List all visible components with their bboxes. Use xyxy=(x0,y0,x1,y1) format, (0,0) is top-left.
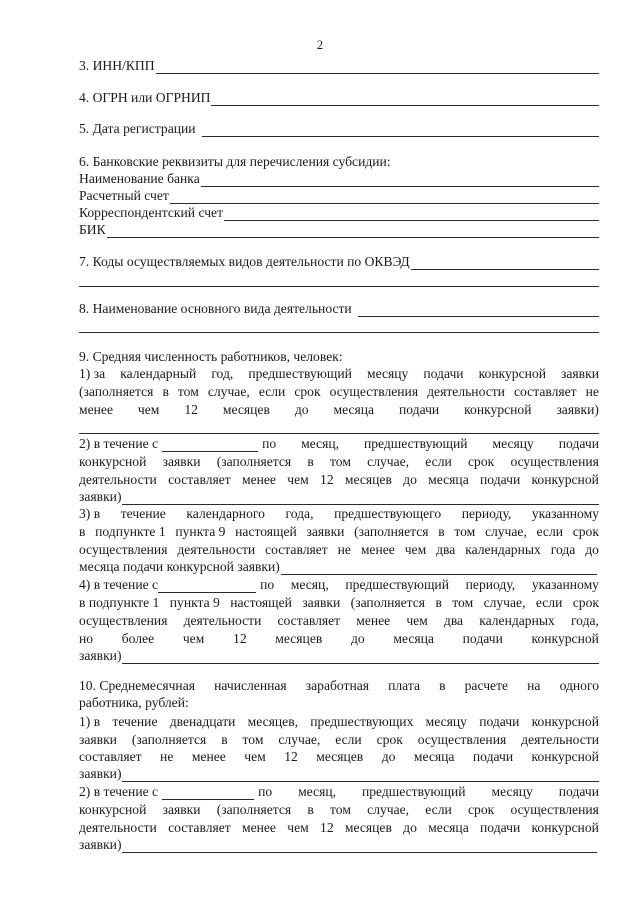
word: том xyxy=(177,384,199,399)
s9-p4-date-blank[interactable] xyxy=(158,578,256,593)
word: не xyxy=(337,542,351,557)
word: в xyxy=(79,524,86,539)
word: 12 xyxy=(184,402,198,417)
s9-p2-line1 xyxy=(79,434,599,452)
word: составляет xyxy=(277,613,341,628)
word: месяц, xyxy=(301,436,340,451)
s9-p3-line2 xyxy=(79,522,599,540)
word: месяцев, xyxy=(247,714,299,729)
word: осуществления xyxy=(417,732,507,747)
word: по xyxy=(258,784,273,799)
s9-p3-line3 xyxy=(79,540,599,558)
word: деятельности xyxy=(521,732,599,747)
word: года, xyxy=(570,613,599,628)
word: случае, xyxy=(207,384,250,399)
s9-p4-line2 xyxy=(79,593,599,611)
word: конкурсной xyxy=(531,631,599,646)
s10-p2-line3 xyxy=(79,818,599,836)
account-field[interactable] xyxy=(79,186,599,204)
word: случае, xyxy=(278,732,321,747)
word: указанному xyxy=(531,577,599,592)
word: если xyxy=(425,802,452,817)
word: чем xyxy=(287,820,309,835)
word: менее xyxy=(191,749,226,764)
word: в xyxy=(307,802,314,817)
reg-date-field[interactable] xyxy=(79,119,599,137)
s9-p4-input-line[interactable] xyxy=(122,649,599,664)
word: календарного xyxy=(186,506,265,521)
main-activity-field[interactable] xyxy=(79,299,599,317)
word: составляет xyxy=(168,820,231,835)
word: менее xyxy=(356,613,391,628)
word: подачи xyxy=(398,402,440,417)
word: подпункте 1 xyxy=(95,524,166,539)
word: срок xyxy=(572,524,599,539)
word: срок xyxy=(376,732,403,747)
word: 3) в xyxy=(79,506,101,521)
bik-field[interactable] xyxy=(79,220,599,238)
s9-p2-line4[interactable] xyxy=(79,487,599,505)
corr-account-label: Корреспондентский счет xyxy=(79,205,224,220)
s9-p2-input-line[interactable] xyxy=(122,490,599,505)
word: менее xyxy=(79,402,113,417)
word: месяца xyxy=(413,749,455,764)
s10-p1-line1 xyxy=(79,712,599,730)
s9-p1-line2 xyxy=(79,382,599,400)
word: предшествующий xyxy=(361,784,466,799)
word: если xyxy=(258,384,286,399)
word: деятельности xyxy=(177,542,256,557)
word: подачи xyxy=(558,784,599,799)
ogrn-label: 4. ОГРН или ОГРНИП xyxy=(79,90,211,105)
word: подачи xyxy=(423,366,464,381)
s10-p2-prefix: 2) в течение с xyxy=(79,784,159,799)
word: месяцев xyxy=(344,472,392,487)
word: одного xyxy=(559,678,599,693)
word: конкурсной xyxy=(531,472,599,487)
word: заработная xyxy=(305,678,370,693)
account-input-line[interactable] xyxy=(170,189,599,204)
s9-p4-line4 xyxy=(79,629,599,647)
word: предшествующий xyxy=(248,366,352,381)
s10-p2-tail xyxy=(258,784,599,800)
word: более xyxy=(121,631,155,646)
word: том xyxy=(330,802,351,817)
word: заявки xyxy=(162,802,201,817)
word: деятельности xyxy=(79,820,157,835)
word: до xyxy=(294,402,309,417)
word: месяц, xyxy=(290,577,329,592)
bik-label: БИК xyxy=(79,222,106,237)
s9-p2-tail xyxy=(262,436,599,452)
word: месяцу xyxy=(491,784,533,799)
s10-p2-close: заявки) xyxy=(79,837,122,852)
ogrn-input-line[interactable] xyxy=(211,91,599,106)
word: года, xyxy=(285,506,314,521)
word: месяц, xyxy=(298,784,337,799)
word: двенадцати xyxy=(169,714,236,729)
word: (заполняется xyxy=(216,454,292,469)
word: плата xyxy=(388,678,421,693)
word: чем xyxy=(137,402,160,417)
word: месяца xyxy=(393,631,434,646)
corr-account-field[interactable] xyxy=(79,203,599,221)
s10-p2-date-blank[interactable] xyxy=(162,785,254,800)
word: не xyxy=(160,749,174,764)
s9-p2-date-blank[interactable] xyxy=(162,437,258,452)
word: в xyxy=(439,678,446,693)
word: но xyxy=(79,631,94,646)
word: до xyxy=(403,820,417,835)
s9-p2-close: заявки) xyxy=(79,489,122,504)
word: деятельности xyxy=(183,613,262,628)
reg-date-input-line[interactable] xyxy=(202,122,599,137)
s9-p3-line4[interactable] xyxy=(79,557,599,575)
word: периоду, xyxy=(465,577,516,592)
word: составляет xyxy=(265,542,328,557)
word: осуществления xyxy=(510,454,599,469)
word: календарных xyxy=(465,542,541,557)
word: (заполняется xyxy=(79,384,154,399)
word: предшествующего xyxy=(334,506,442,521)
word: месяцев xyxy=(344,820,392,835)
word: течение xyxy=(112,714,158,729)
word: том xyxy=(452,595,474,610)
word: если xyxy=(335,732,362,747)
word: конкурсной xyxy=(478,366,546,381)
word: предшествующих xyxy=(310,714,414,729)
word: два xyxy=(436,542,456,557)
s10-p2-input-line[interactable] xyxy=(122,838,597,853)
word: если xyxy=(425,454,452,469)
word: заявки xyxy=(306,524,345,539)
word: в xyxy=(435,595,442,610)
s10-p2-line4[interactable] xyxy=(79,835,599,853)
word: осуществления xyxy=(329,384,419,399)
word: случае, xyxy=(367,454,410,469)
s9-p4-prefix: 4) в течение с xyxy=(79,577,159,592)
s9-p4-line5[interactable] xyxy=(79,646,599,664)
word: в xyxy=(307,454,314,469)
word: до xyxy=(403,472,417,487)
okved-input-line[interactable] xyxy=(411,255,599,270)
word: пункта 9 xyxy=(169,595,220,610)
word: случае, xyxy=(367,802,410,817)
s9-p4-close: заявки) xyxy=(79,648,122,663)
s9-title-text: 9. Средняя численность работников, человек: xyxy=(79,349,343,364)
word: периоду, xyxy=(461,506,512,521)
bank-header xyxy=(79,152,599,170)
word: конкурсной xyxy=(464,402,532,417)
word: срок xyxy=(572,595,599,610)
word: предшествующий xyxy=(345,577,449,592)
s9-p3-line1 xyxy=(79,504,599,522)
word: срок xyxy=(294,384,321,399)
word: календарный xyxy=(120,366,197,381)
word: 12 xyxy=(284,749,298,764)
word: месяца xyxy=(428,472,469,487)
word: (заполняется xyxy=(216,802,292,817)
word: в xyxy=(162,384,169,399)
word: (заполняется xyxy=(350,595,426,610)
word: до xyxy=(381,749,396,764)
word: осуществления xyxy=(79,613,168,628)
word: конкурсной xyxy=(531,714,599,729)
s10-title-line2 xyxy=(79,693,599,711)
s9-p1-line3 xyxy=(79,400,599,418)
word: месяца xyxy=(333,402,375,417)
word: течение xyxy=(120,506,166,521)
word: чем xyxy=(182,631,205,646)
word: осуществления xyxy=(510,802,599,817)
word: конкурсной xyxy=(531,749,599,764)
word: подачи xyxy=(462,631,503,646)
word: конкурсной xyxy=(79,454,147,469)
word: составляет xyxy=(514,384,577,399)
s10-title-line1 xyxy=(79,676,599,694)
word: по xyxy=(260,577,275,592)
word: не xyxy=(585,384,599,399)
word: (заполняется xyxy=(131,732,207,747)
okved-extra-line[interactable] xyxy=(79,286,599,287)
word: в подпункте 1 xyxy=(79,595,160,610)
s10-p1-input-line[interactable] xyxy=(122,767,599,782)
word: чем xyxy=(287,472,309,487)
word: подачи xyxy=(472,749,514,764)
s9-p2-prefix: 2) в течение с xyxy=(79,436,159,451)
word: пункта 9 xyxy=(175,524,226,539)
word: календарных xyxy=(479,613,555,628)
bik-input-line[interactable] xyxy=(107,223,599,238)
word: заявки) xyxy=(556,402,599,417)
word: случае, xyxy=(484,524,527,539)
word: 12 xyxy=(233,631,247,646)
word: два xyxy=(443,613,464,628)
word: заявки xyxy=(302,595,341,610)
word: месяцев xyxy=(222,402,270,417)
word: чем xyxy=(406,613,428,628)
reg-date-label: 5. Дата регистрации xyxy=(79,121,196,136)
word: 1) в xyxy=(79,714,101,729)
word: срок xyxy=(467,802,495,817)
word: 1) за xyxy=(79,366,106,381)
word: месяца xyxy=(428,820,469,835)
word: месяцу xyxy=(425,714,467,729)
word: менее xyxy=(241,820,276,835)
main-activity-input-line[interactable] xyxy=(358,302,599,317)
word: года xyxy=(550,542,576,557)
word: до xyxy=(585,542,599,557)
word: чем xyxy=(404,542,427,557)
main-activity-label: 8. Наименование основного вида деятельности xyxy=(79,301,352,316)
word: конкурсной xyxy=(531,820,599,835)
word: 12 xyxy=(320,472,334,487)
word: в xyxy=(438,524,445,539)
word: месяцев xyxy=(316,749,364,764)
s9-p1-line1 xyxy=(79,364,599,382)
word: 10. Среднемесячная xyxy=(79,678,195,693)
word: том xyxy=(454,524,476,539)
bank-name-label: Наименование банка xyxy=(79,171,200,186)
word: год, xyxy=(211,366,234,381)
corr-account-input-line[interactable] xyxy=(224,206,599,221)
okved-label: 7. Коды осуществляемых видов деятельности по ОКВЭД xyxy=(79,254,410,269)
main-activity-extra-line[interactable] xyxy=(79,332,599,333)
word: в xyxy=(221,732,228,747)
word: менее xyxy=(360,542,395,557)
word: (заполняется xyxy=(354,524,429,539)
okved-field[interactable] xyxy=(79,252,599,270)
s10-p1-line2 xyxy=(79,730,599,748)
word: подачи xyxy=(480,820,521,835)
word: случае, xyxy=(483,595,526,610)
inn-label: 3. ИНН/КПП xyxy=(79,58,155,73)
s10-title-line2-text: работника, рублей: xyxy=(79,695,189,710)
s9-p2-line3 xyxy=(79,470,599,488)
word: настоящей xyxy=(235,524,297,539)
bank-name-input-line[interactable] xyxy=(201,172,599,187)
s9-p4-line1 xyxy=(79,575,599,593)
word: если xyxy=(535,595,563,610)
word: чем xyxy=(244,749,266,764)
s10-p1-line3 xyxy=(79,747,599,765)
s10-p2-line2 xyxy=(79,800,599,818)
word: заявки xyxy=(561,366,599,381)
word: месяцу xyxy=(366,366,409,381)
word: настоящей xyxy=(230,595,292,610)
word: деятельности xyxy=(79,472,157,487)
page-number: 2 xyxy=(316,38,324,52)
word: на xyxy=(527,678,541,693)
word: месяцев xyxy=(275,631,323,646)
word: месяцу xyxy=(492,436,534,451)
bank-header-text: 6. Банковские реквизиты для перечисления субсидии: xyxy=(79,154,391,169)
inn-field[interactable] xyxy=(79,56,599,74)
word: начисленная xyxy=(214,678,287,693)
s9-p3-input-line[interactable] xyxy=(281,560,597,575)
word: конкурсной xyxy=(79,802,147,817)
word: до xyxy=(350,631,365,646)
word: подачи xyxy=(479,714,520,729)
word: подачи xyxy=(480,472,521,487)
word: подачи xyxy=(558,436,599,451)
word: по xyxy=(262,436,277,451)
s9-title xyxy=(79,347,599,365)
ogrn-field[interactable] xyxy=(79,88,599,106)
word: расчете xyxy=(464,678,509,693)
word: составляет xyxy=(168,472,231,487)
word: если xyxy=(536,524,564,539)
word: заявки xyxy=(162,454,201,469)
inn-input-line[interactable] xyxy=(156,59,599,74)
s9-p3-close: месяца подачи конкурсной заявки) xyxy=(79,559,280,574)
word: менее xyxy=(241,472,276,487)
s9-p4-line3 xyxy=(79,611,599,629)
bank-name-field[interactable] xyxy=(79,169,599,187)
s10-p2-line1 xyxy=(79,782,599,800)
s9-p2-line2 xyxy=(79,452,599,470)
word: указанному xyxy=(531,506,599,521)
word: 12 xyxy=(320,820,334,835)
account-label: Расчетный счет xyxy=(79,188,169,203)
word: том xyxy=(242,732,264,747)
word: осуществления xyxy=(79,542,168,557)
word: срок xyxy=(467,454,495,469)
s10-p1-close: заявки) xyxy=(79,766,122,781)
word: заявки xyxy=(79,732,117,747)
word: составляет xyxy=(79,749,142,764)
s10-p1-line4[interactable] xyxy=(79,764,599,782)
word: том xyxy=(330,454,351,469)
word: деятельности xyxy=(427,384,505,399)
word: предшествующий xyxy=(363,436,468,451)
s9-p4-tail xyxy=(260,577,599,593)
